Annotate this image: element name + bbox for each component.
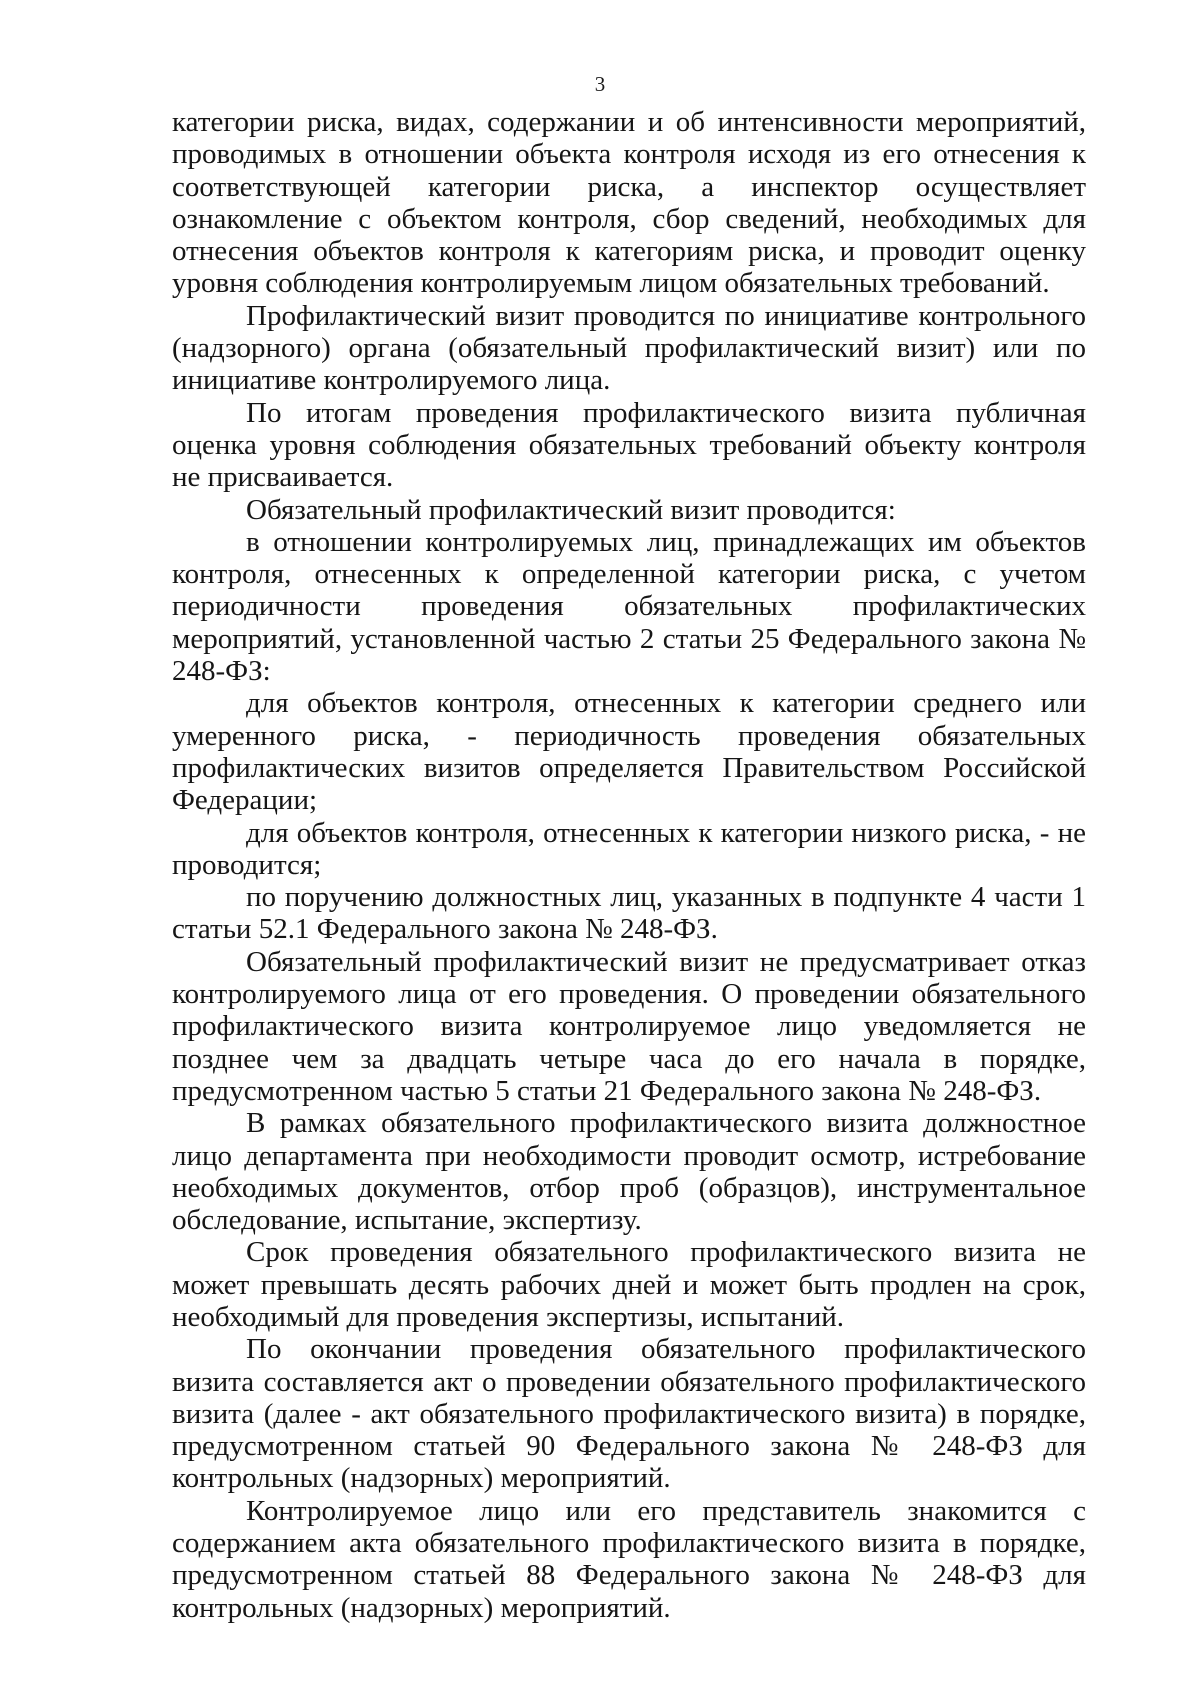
paragraph: По окончании проведения обязательного профилактического визита составляется акт о проведении обязательного профилактического визита (далее - акт обязательного профилактического визита) в порядке, предусмотренном статьей 90 Федерального закона № 248-ФЗ для контрольных (надзорных) мероприятий.: [172, 1333, 1086, 1495]
paragraph: Срок проведения обязательного профилактического визита не может превышать десять рабочих дней и может быть продлен на срок, необходимый для проведения экспертизы, испытаний.: [172, 1236, 1086, 1333]
paragraph-continuation: категории риска, видах, содержании и об интенсивности мероприятий, проводимых в отношении объекта контроля исходя из его отнесения к соответствующей категории риска, а инспектор осуществляет ознакомление с объектом контроля, сбор сведений, необходимых для отнесения объектов контроля к категориям риска, и проводит оценку уровня соблюдения контролируемым лицом обязательных требований.: [172, 106, 1086, 300]
paragraph: Обязательный профилактический визит не предусматривает отказ контролируемого лица от его проведения. О проведении обязательного профилактического визита контролируемое лицо уведомляется не позднее чем за двадцать четыре часа до его начала в порядке, предусмотренном частью 5 статьи 21 Федерального закона № 248-ФЗ.: [172, 945, 1086, 1107]
paragraph: в отношении контролируемых лиц, принадлежащих им объектов контроля, отнесенных к определенной категории риска, с учетом периодичности проведения обязательных профилактических мероприятий, установленной частью 2 статьи 25 Федерального закона № 248-ФЗ:: [172, 525, 1086, 688]
paragraph: по поручению должностных лиц, указанных в подпункте 4 части 1 статьи 52.1 Федерального закона № 248-ФЗ.: [172, 881, 1086, 946]
paragraph: Контролируемое лицо или его представитель знакомится с содержанием акта обязательного профилактического визита в порядке, предусмотренном статьей 88 Федерального закона № 248-ФЗ для контрольных (надзорных) мероприятий.: [172, 1494, 1086, 1624]
paragraph: Профилактический визит проводится по инициативе контрольного (надзорного) органа (обязательный профилактический визит) или по инициативе контролируемого лица.: [172, 299, 1086, 397]
paragraph: В рамках обязательного профилактического визита должностное лицо департамента при необходимости проводит осмотр, истребование необходимых документов, отбор проб (образцов), инструментальное обследование, испытание, экспертизу.: [172, 1107, 1086, 1237]
paragraph: для объектов контроля, отнесенных к категории среднего или умеренного риска, - периодичность проведения обязательных профилактических визитов определяется Правительством Российской Федерации;: [172, 687, 1086, 817]
document-body: [172, 106, 1086, 1624]
paragraph: для объектов контроля, отнесенных к категории низкого риска, - не проводится;: [172, 816, 1086, 881]
paragraph: Обязательный профилактический визит проводится:: [246, 493, 896, 526]
paragraph: По итогам проведения профилактического визита публичная оценка уровня соблюдения обязательных требований объекту контроля не присваивается.: [172, 396, 1086, 494]
page-number: 3: [594, 72, 606, 96]
